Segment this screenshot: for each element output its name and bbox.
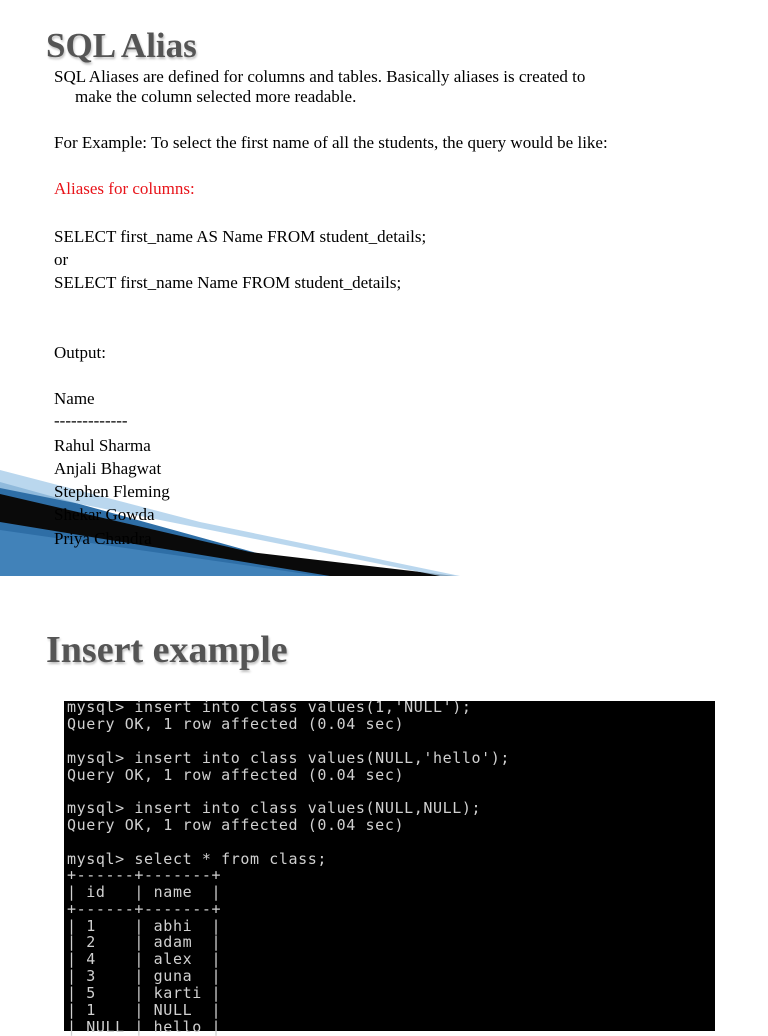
output-row: Rahul Sharma: [54, 436, 151, 455]
terminal-line: mysql> insert into class values(NULL,'hello');: [67, 749, 511, 767]
terminal-line: Query OK, 1 row affected (0.04 sec): [67, 766, 405, 784]
slide-title: Insert example: [46, 629, 288, 671]
output-separator: -------------: [54, 411, 128, 430]
table-row: | 3 | guna |: [67, 967, 222, 985]
terminal-line: mysql> insert into class values(NULL,NULL);: [67, 799, 482, 817]
intro-text-continued: make the column selected more readable.: [75, 87, 357, 106]
query-without-as: SELECT first_name Name FROM student_details;: [54, 273, 402, 292]
terminal-line: mysql> insert into class values(1,'NULL');: [67, 698, 472, 716]
terminal-line: Query OK, 1 row affected (0.04 sec): [67, 715, 405, 733]
table-border: +------+-------+: [67, 900, 222, 918]
table-header: | id | name |: [67, 883, 222, 901]
output-row: Stephen Fleming: [54, 482, 170, 501]
terminal-line: mysql> select * from class;: [67, 850, 328, 868]
or-text: or: [54, 250, 69, 269]
intro-text: SQL Aliases are defined for columns and tables. Basically aliases is created to: [54, 67, 586, 86]
table-border: +------+-------+: [67, 866, 222, 884]
slide-title: SQL Alias: [46, 26, 197, 65]
table-row: | 1 | NULL |: [67, 1001, 222, 1019]
aliases-subheading: Aliases for columns:: [54, 179, 195, 198]
query-with-as: SELECT first_name AS Name FROM student_details;: [54, 227, 427, 246]
table-row: | 1 | abhi |: [67, 917, 222, 935]
output-row: Anjali Bhagwat: [54, 459, 162, 478]
mysql-terminal-screenshot: [64, 698, 715, 1036]
output-row: Shekar Gowda: [54, 505, 155, 524]
output-label: Output:: [54, 343, 106, 362]
example-text: For Example: To select the first name of all the students, the query would be like:: [54, 133, 608, 152]
table-row: | 4 | alex |: [67, 950, 222, 968]
table-row: | 5 | karti |: [67, 984, 222, 1002]
output-row: Priya Chandra: [54, 529, 152, 548]
output-column-header: Name: [54, 389, 95, 408]
table-row: | 2 | adam |: [67, 933, 222, 951]
terminal-line: Query OK, 1 row affected (0.04 sec): [67, 816, 405, 834]
slide-insert-example: [0, 576, 768, 1036]
table-row: | NULL | hello |: [67, 1018, 222, 1036]
